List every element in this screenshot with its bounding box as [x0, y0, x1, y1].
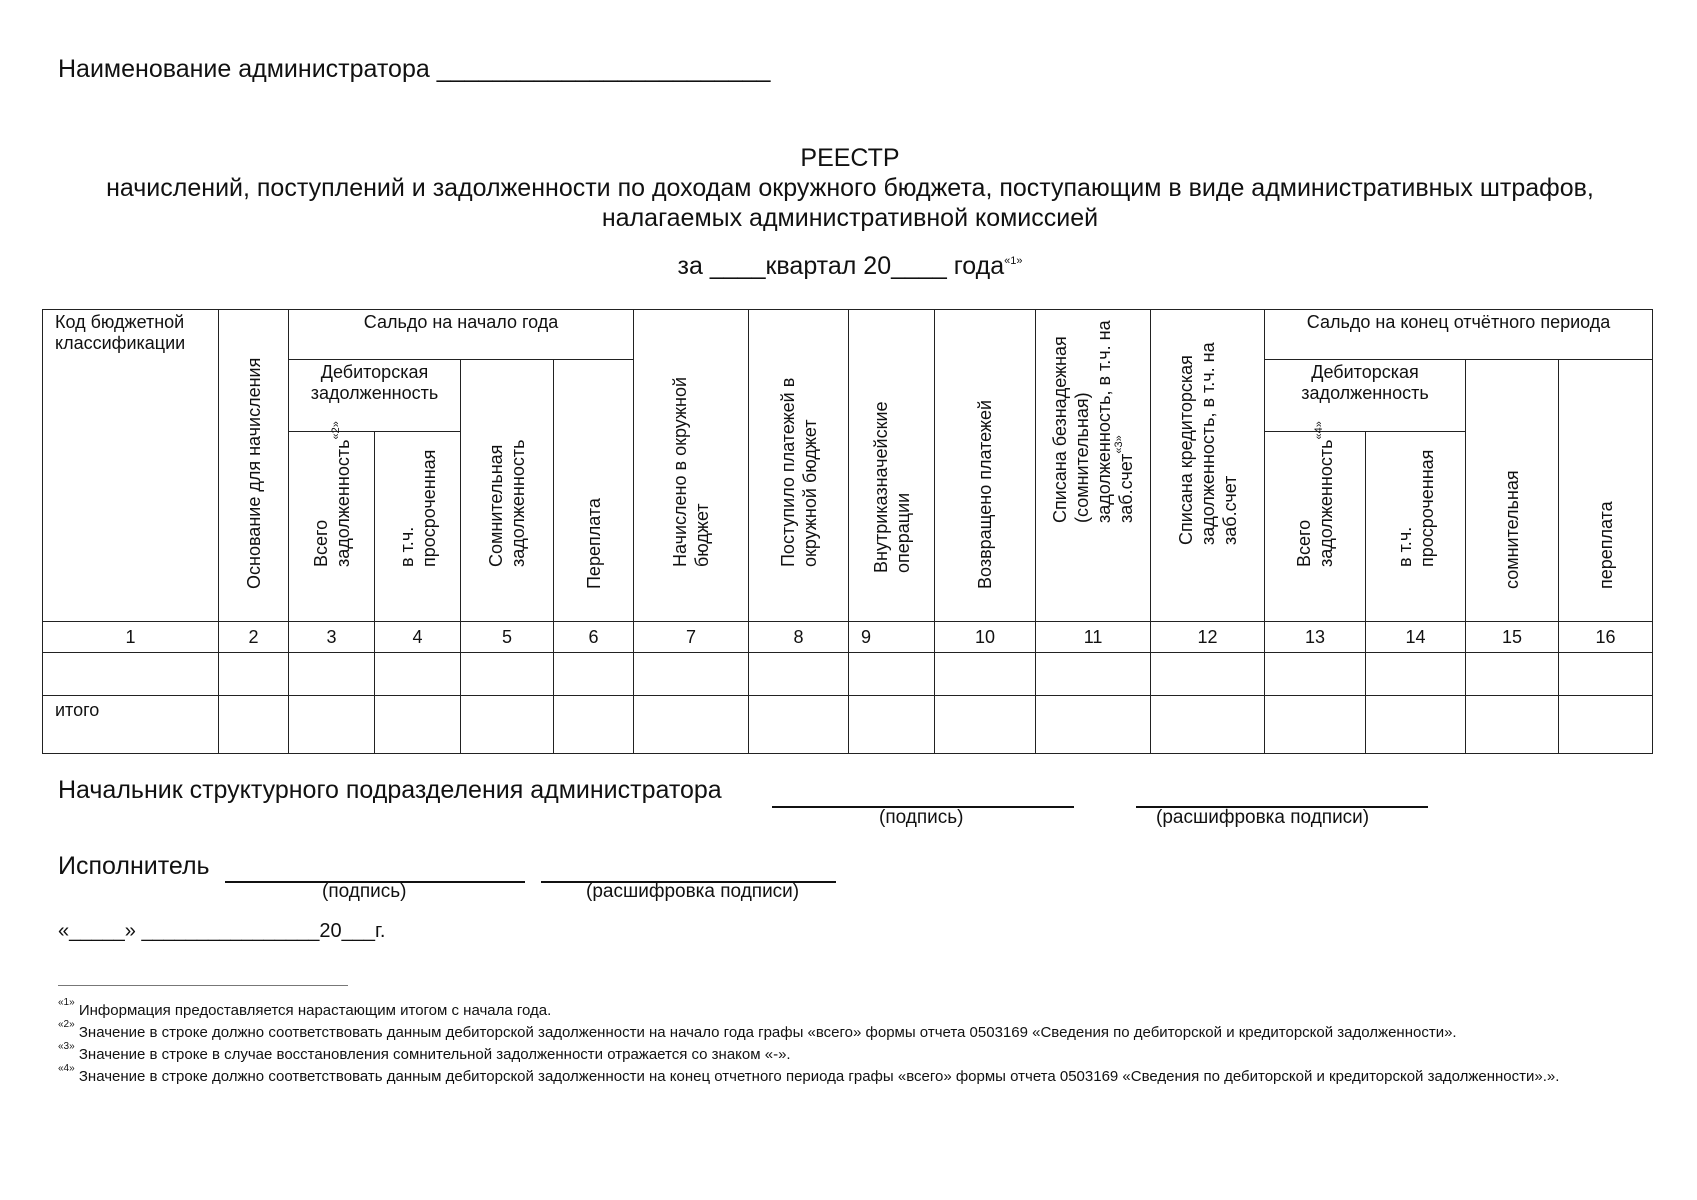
col-num-1: 1 — [43, 622, 219, 653]
col-num-8: 8 — [749, 622, 849, 653]
period-kvartal: квартал 20 — [765, 252, 892, 280]
data-cell[interactable] — [1265, 653, 1366, 696]
header-saldo-end: Сальдо на конец отчётного периода — [1265, 310, 1653, 360]
data-cell[interactable] — [375, 653, 461, 696]
table-row — [43, 653, 1653, 696]
total-cell[interactable] — [1151, 696, 1265, 754]
header-vsego: Всего задолженность$^{«2»}$ — [289, 432, 375, 622]
data-cell[interactable] — [1466, 653, 1559, 696]
data-cell[interactable] — [935, 653, 1036, 696]
data-cell[interactable] — [1151, 653, 1265, 696]
footnote-2: $^{«2»}$ Значение в строке должно соответствовать данным дебиторской задолженности на начало года графы «всего» формы отчета 0503169 «Сведения по дебиторской и кредиторской задолженности». — [58, 1019, 1457, 1041]
date-close-quote: » — [124, 920, 136, 942]
header-vnutri: Внутриказначейские операции — [849, 310, 935, 622]
total-cell[interactable] — [1366, 696, 1466, 754]
total-cell[interactable] — [1466, 696, 1559, 754]
header-debit-end: Дебиторская задолженность — [1265, 360, 1466, 432]
header-postupilo: Поступило платежей в окружной бюджет — [749, 310, 849, 622]
date-day-blank[interactable]: _____ — [69, 920, 125, 942]
administrator-name-line — [58, 55, 770, 84]
data-cell[interactable] — [289, 653, 375, 696]
title-reestr: РЕЕСТР — [800, 144, 900, 172]
col-num-3: 3 — [289, 622, 375, 653]
total-cell[interactable] — [289, 696, 375, 754]
period-goda: года — [953, 252, 1005, 280]
data-cell[interactable] — [634, 653, 749, 696]
data-cell[interactable] — [43, 653, 219, 696]
data-cell[interactable] — [749, 653, 849, 696]
col-num-15: 15 — [1466, 622, 1559, 653]
header-prosroch-end: в т.ч. просроченная — [1366, 432, 1466, 622]
date-line — [58, 920, 385, 943]
total-row — [43, 696, 1653, 754]
total-cell[interactable] — [935, 696, 1036, 754]
year-blank[interactable]: ____ — [891, 252, 947, 280]
col-num-7: 7 — [634, 622, 749, 653]
total-cell[interactable] — [1559, 696, 1653, 754]
period-za: за — [677, 252, 703, 280]
col-num-9: 9 — [849, 622, 935, 653]
chief-podpis-caption: (подпись) — [879, 807, 964, 828]
header-spisana-kredit: Списана кредиторская задолженность, в т.ч. на заб.счет — [1151, 310, 1265, 622]
header-vozvrascheno: Возвращено платежей — [935, 310, 1036, 622]
total-cell[interactable] — [461, 696, 554, 754]
header-nachisleno: Начислено в окружной бюджет — [634, 310, 749, 622]
total-label: итого — [43, 696, 219, 754]
data-cell[interactable] — [1366, 653, 1466, 696]
date-year: 20 — [319, 920, 342, 942]
col-num-11: 11 — [1036, 622, 1151, 653]
footnote-ref-1: «1» — [1004, 255, 1023, 267]
chief-name-line[interactable] — [1136, 785, 1428, 808]
col-num-5: 5 — [461, 622, 554, 653]
chief-rasshifrovka-caption: (расшифровка подписи) — [1156, 807, 1370, 828]
col-num-6: 6 — [554, 622, 634, 653]
executor-rasshifrovka-caption: (расшифровка подписи) — [586, 881, 800, 902]
col-num-10: 10 — [935, 622, 1036, 653]
total-cell[interactable] — [1265, 696, 1366, 754]
col-num-16: 16 — [1559, 622, 1653, 653]
header-debit-start: Дебиторская задолженность — [289, 360, 461, 432]
col-num-12: 12 — [1151, 622, 1265, 653]
date-month-blank[interactable]: ________________ — [141, 920, 320, 942]
administrator-blank[interactable]: ________________________ — [436, 55, 771, 83]
footnote-4: $^{«4»}$ Значение в строке должно соответствовать данным дебиторской задолженности на конец отчетного периода графы «всего» формы отчета 0503169 «Сведения по дебиторской и кредиторской задолженности».». — [58, 1063, 1560, 1085]
subtitle-line-1: начислений, поступлений и задолженности по доходам окружного бюджета, поступающим в виде административных штрафов, — [106, 174, 1594, 202]
total-cell[interactable] — [749, 696, 849, 754]
header-kbk: Код бюджетной классификации — [43, 310, 219, 622]
data-cell[interactable] — [461, 653, 554, 696]
header-pereplata: Переплата — [554, 360, 634, 622]
executor-podpis-caption: (подпись) — [322, 881, 407, 902]
date-g: г. — [375, 920, 386, 942]
header-osnovanie: Основание для начисления — [219, 310, 289, 622]
col-num-13: 13 — [1265, 622, 1366, 653]
executor-name-line[interactable] — [541, 860, 836, 883]
data-cell[interactable] — [1559, 653, 1653, 696]
quarter-blank[interactable]: ____ — [709, 252, 766, 280]
chief-label: Начальник структурного подразделения администратора — [58, 776, 722, 804]
register-table — [42, 309, 1653, 754]
footnote-1: $^{«1»}$ Информация предоставляется нарастающим итогом с начала года. — [58, 997, 552, 1019]
date-open-quote: « — [58, 920, 70, 942]
date-year-blank[interactable]: ___ — [341, 920, 376, 942]
data-cell[interactable] — [554, 653, 634, 696]
footnotes — [58, 997, 1652, 1088]
executor-signature-line[interactable] — [225, 860, 525, 883]
total-cell[interactable] — [1036, 696, 1151, 754]
data-cell[interactable] — [849, 653, 935, 696]
data-cell[interactable] — [219, 653, 289, 696]
executor-label: Исполнитель — [58, 852, 210, 880]
header-somnit: Сомнительная задолженность — [461, 360, 554, 622]
total-cell[interactable] — [634, 696, 749, 754]
subtitle-line-2: налагаемых административной комиссией — [601, 204, 1099, 232]
header-pereplata-end: переплата — [1559, 360, 1653, 622]
header-prosroch: в т.ч. просроченная — [375, 432, 461, 622]
col-num-14: 14 — [1366, 622, 1466, 653]
administrator-label: Наименование администратора — [58, 55, 430, 83]
total-cell[interactable] — [375, 696, 461, 754]
column-number-row — [43, 622, 1653, 653]
total-cell[interactable] — [849, 696, 935, 754]
total-cell[interactable] — [219, 696, 289, 754]
document-title — [40, 143, 1660, 233]
total-cell[interactable] — [554, 696, 634, 754]
header-saldo-start: Сальдо на начало года — [289, 310, 634, 360]
col-num-4: 4 — [375, 622, 461, 653]
period-line — [40, 252, 1660, 281]
header-spisana-beznad: Списана безнадежная (сомнительная) задолженность, в т.ч. на заб.счет$^{«3»}$ — [1036, 310, 1151, 622]
chief-signature-line[interactable] — [772, 785, 1074, 808]
col-num-2: 2 — [219, 622, 289, 653]
header-vsego-end: Всего задолженность$^{«4»}$ — [1265, 432, 1366, 622]
footnote-3: $^{«3»}$ Значение в строке в случае восстановления сомнительной задолженности отражается со знаком «-». — [58, 1041, 791, 1063]
data-cell[interactable] — [1036, 653, 1151, 696]
header-somnit-end: сомнительная — [1466, 360, 1559, 622]
footnote-separator — [58, 985, 348, 986]
